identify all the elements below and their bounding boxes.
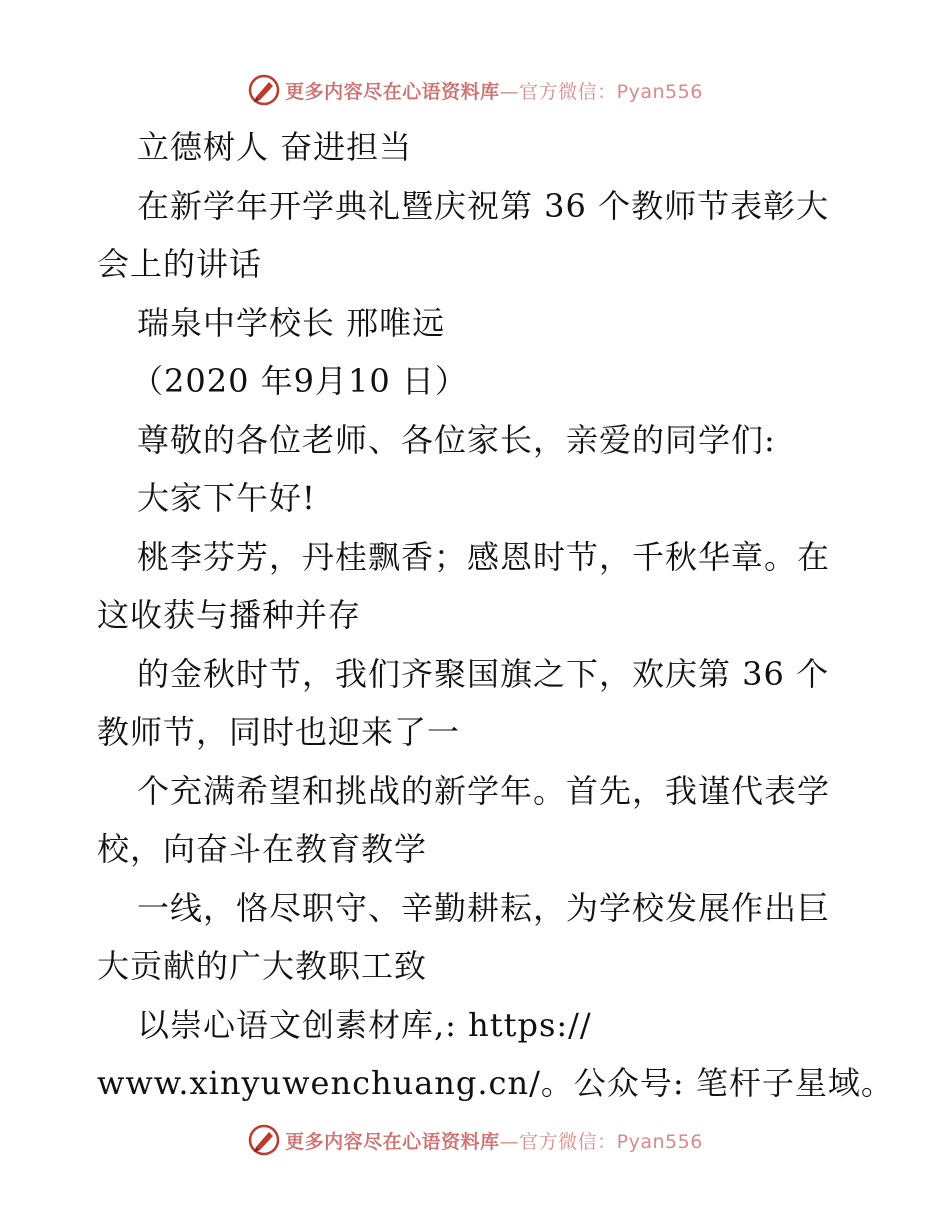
- paragraph-line: 个充满希望和挑战的新学年。首先，我谨代表学: [137, 771, 831, 810]
- paragraph-line: 一线，恪尽职守、辛勤耕耘，为学校发展作出巨: [137, 888, 831, 927]
- paragraph-line: 桃李芬芳，丹桂飘香；感恩时节，千秋华章。在: [137, 537, 831, 576]
- speech-title: 立德树人 奋进担当: [137, 128, 413, 166]
- document-body: [97, 118, 894, 1113]
- speech-subtitle-line-1: 在新学年开学典礼暨庆祝第 36 个教师节表彰大: [137, 186, 830, 225]
- greeting: 大家下午好!: [137, 479, 316, 517]
- speech-subtitle-line-2: 会上的讲话: [97, 245, 263, 283]
- speech-date: （2020 年9月10 日）: [131, 362, 468, 400]
- watermark-banner-bottom: [0, 1120, 950, 1160]
- speaker-name: 瑞泉中学校长 邢唯远: [137, 303, 446, 342]
- source-note-line-1: 以崇心语文创素材库,: https://: [137, 1005, 592, 1044]
- watermark-text: 更多内容尽在心语资料库—官方微信：Pyan556: [285, 1130, 703, 1153]
- paragraph-line: 的金秋时节，我们齐聚国旗之下，欢庆第 36 个: [137, 654, 830, 693]
- salutation: 尊敬的各位老师、各位家长，亲爱的同学们:: [137, 420, 776, 459]
- paragraph-line: 教师节，同时也迎来了一: [97, 713, 461, 751]
- paragraph-line: 校，向奋斗在教育教学: [97, 830, 428, 868]
- watermark-text: 更多内容尽在心语资料库—官方微信：Pyan556: [285, 80, 703, 103]
- source-note-line-2: www.xinyuwenchuang.cn/。公众号: 笔杆子星域。: [97, 1064, 894, 1102]
- pen-logo-icon: [247, 1123, 281, 1157]
- paragraph-line: 这收获与播种并存: [97, 596, 362, 634]
- pen-logo-icon: [247, 73, 281, 107]
- watermark-banner-top: [0, 70, 950, 110]
- paragraph-line: 大贡献的广大教职工致: [97, 947, 428, 985]
